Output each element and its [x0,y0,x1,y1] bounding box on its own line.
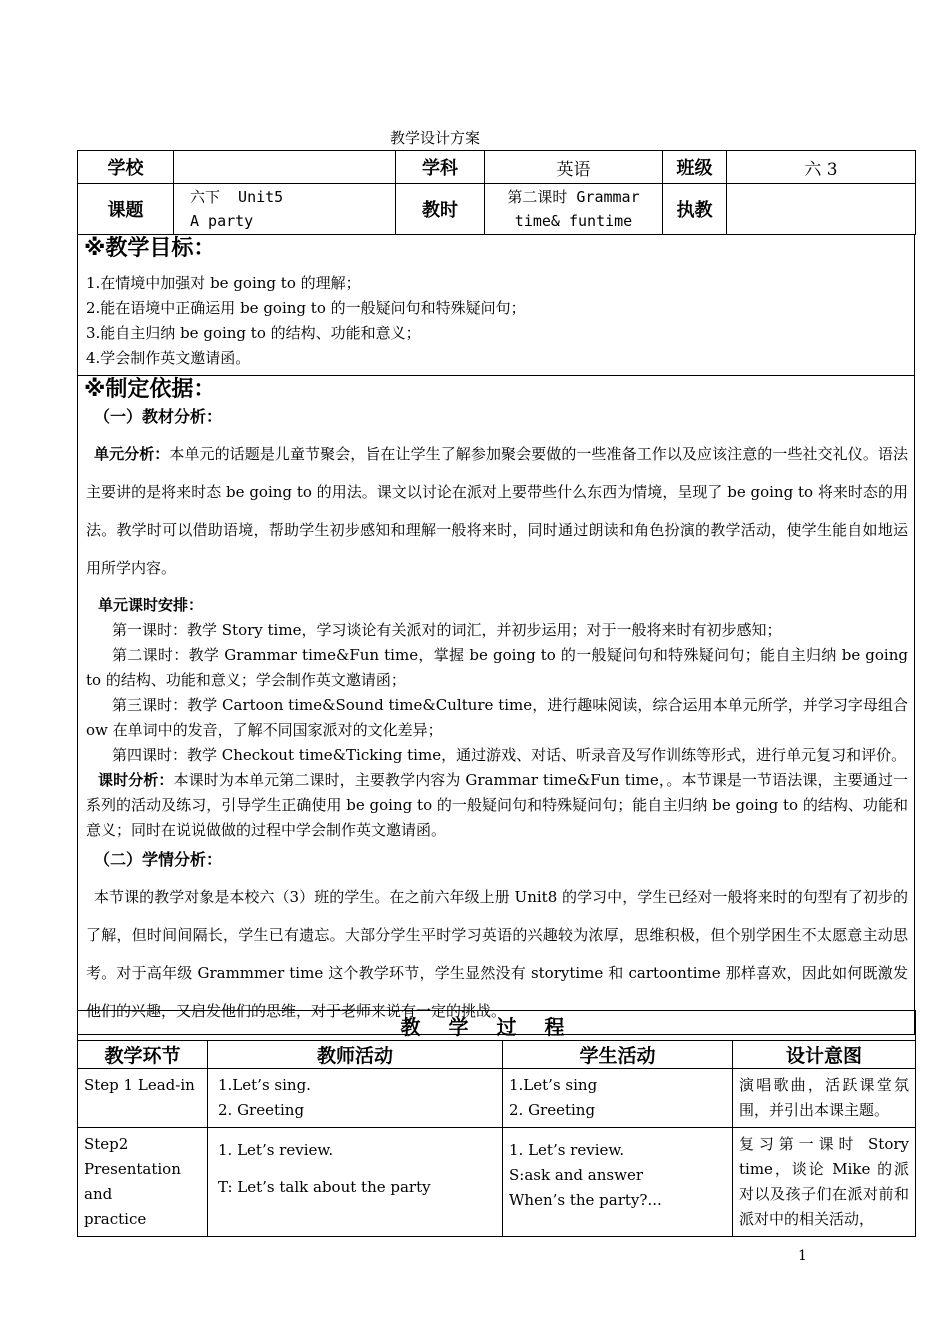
step-cell [78,1128,208,1237]
schedule-item: 第三课时：教学 Cartoon time&Sound time&Culture time，进行趣味阅读，综合运用本单元所学，并学习字母组合 ow 在单词中的发音，了解不同国家派对的文化差异； [86,696,908,739]
table-row [78,1069,916,1128]
teacher-label: 执教 [663,184,727,235]
intent-cell: 复习第一课时 Story time，谈论 Mike 的派对以及孩子们在派对前和派对中的相关活动， [733,1128,916,1237]
unit-analysis [86,435,908,587]
lesson-analysis-label: 课时分析： [98,771,174,789]
topic-value [174,184,396,235]
objectives-heading: ※教学目标： [84,236,216,261]
intent-cell: 演唱歌曲，活跃课堂氛围，并引出本课主题。 [733,1069,916,1128]
schedule-item: 第四课时：教学 Checkout time&Ticking time，通过游戏、对话、听录音及写作训练等形式，进行单元复习和评价。 [112,746,907,764]
col-header-student: 学生活动 [503,1041,733,1069]
school-value [174,151,396,184]
student-analysis: 本节课的教学对象是本校六（3）班的学生。在之前六年级上册 Unit8 的学习中，学生已经对一般将来时的句型有了初步的了解，但时间间隔长，学生已有遗忘。大部分学生平时学习英语的兴趣较为浓厚，思维积极，但个别学困生不太愿意主动思考。对于高年级 Grammmer time 这个教学环节，学生显然没有 storytime 和 cartoontime 那样喜欢，因此如何既激发他们的兴趣，又启发他们的思维，对于老师来说有一定的挑战。 [86,888,908,1020]
teacher-line: T: Let’s talk about the party [218,1178,431,1196]
objective-item: 3.能自主归纳 be going to 的结构、功能和意义； [86,324,421,342]
step-line: Presentation and [84,1160,181,1203]
lesson-analysis [86,768,908,843]
col-header-step: 教学环节 [78,1041,208,1069]
basis-heading: ※制定依据： [84,377,216,402]
page-number: 1 [798,1248,807,1264]
header-table [77,150,916,235]
teacher-cell [208,1128,503,1237]
student-line: 2. Greeting [509,1101,596,1119]
student-line: 1. Let’s review. [509,1141,625,1159]
period-value [485,184,663,235]
student-cell [503,1069,733,1128]
process-table [77,1010,916,1237]
col-header-teacher: 教师活动 [208,1041,503,1069]
objective-item: 1.在情境中加强对 be going to 的理解； [86,274,361,292]
student-line: When’s the party?... [509,1191,662,1209]
objective-item: 2.能在语境中正确运用 be going to 的一般疑问句和特殊疑问句； [86,299,526,317]
class-label: 班级 [663,151,727,184]
step-line: Step2 [84,1135,129,1153]
topic-line-1: 六下 Unit5 [190,188,284,206]
col-header-intent: 设计意图 [733,1041,916,1069]
period-label: 教时 [396,184,485,235]
step-line: Step 1 Lead-in [84,1076,195,1094]
teacher-line: 1.Let’s sing. [218,1076,311,1094]
period-line-1: 第二课时 Grammar [507,188,640,206]
objectives-section [78,235,915,376]
objective-item: 4.学会制作英文邀请函。 [86,349,251,367]
student-line: S:ask and answer [509,1166,643,1184]
teacher-cell [208,1069,503,1128]
process-title: 教学过程 [78,1011,916,1041]
teacher-value [727,184,916,235]
step-cell [78,1069,208,1128]
lesson-analysis-text: 本课时为本单元第二课时，主要教学内容为 Grammar time&Fun time，。本节课是一节语法课，主要通过一系列的活动及练习，引导学生正确使用 be going to 的一般疑问句和特殊疑问句；能自主归纳 be going to 的结构、功能和意义；同时在说说做做的过程中学会制作英文邀请函。 [86,771,908,839]
student-line: 1.Let’s sing [509,1076,598,1094]
material-heading: （一）教材分析： [94,407,223,426]
class-value: 六 3 [727,151,916,184]
subject-value: 英语 [485,151,663,184]
student-cell [503,1128,733,1237]
teacher-line: 2. Greeting [218,1101,305,1119]
teacher-line: 1. Let’s review. [218,1141,334,1159]
schedule-item: 第一课时：教学 Story time，学习谈论有关派对的词汇，并初步运用；对于一般将来时有初步感知； [112,621,782,639]
school-label: 学校 [78,151,174,184]
table-row [78,1128,916,1237]
unit-analysis-label: 单元分析： [94,445,170,463]
content-table [77,234,915,1035]
subject-label: 学科 [396,151,485,184]
topic-line-2: A party [190,212,254,230]
step-line: practice [84,1210,147,1228]
topic-label: 课题 [78,184,174,235]
period-line-2: time& funtime [514,212,633,230]
schedule-item: 第二课时：教学 Grammar time&Fun time，掌握 be going to 的一般疑问句和特殊疑问句；能自主归纳 be going to 的结构、功能和意义；学会制作英文邀请函； [86,646,908,689]
document-title: 教学设计方案 [389,129,480,147]
student-heading: （二）学情分析： [94,850,223,869]
schedule-label: 单元课时安排： [98,596,204,614]
unit-analysis-text: 本单元的话题是儿童节聚会，旨在让学生了解参加聚会要做的一些准备工作以及应该注意的一些社交礼仪。语法主要讲的是将来时态 be going to 的用法。课文以讨论在派对上要带些什么东西为情境，呈现了 be going to 将来时态的用法。教学时可以借助语境，帮助学生初步感知和理解一般将来时，同时通过朗读和角色扮演的教学活动，使学生能自如地运用所学内容。 [86,445,908,577]
basis-section [78,376,915,1035]
